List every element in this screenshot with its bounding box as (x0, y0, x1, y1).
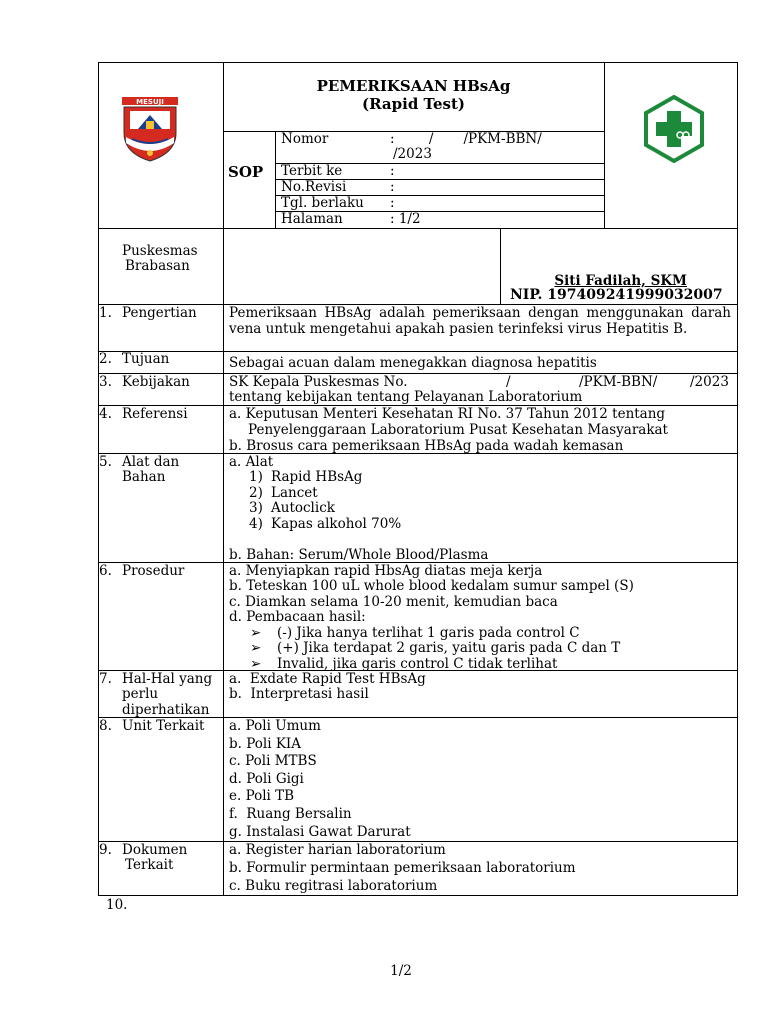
s6-title: Prosedur (122, 563, 185, 579)
list-item: Autoclick (271, 500, 335, 516)
s7-title-line2: perlu (122, 686, 159, 702)
list-item: e. Poli TB (229, 788, 295, 804)
list-item: (-) Jika hanya terlihat 1 garis pada control C (277, 625, 580, 641)
s8-title: Unit Terkait (122, 718, 205, 734)
s3-line1-d: /2023 (690, 374, 729, 390)
meta-value-halaman: : 1/2 (390, 211, 421, 227)
s9-num: 9. (99, 842, 112, 858)
meta-label-terbit: Terbit ke (281, 163, 343, 179)
s1-title: Pengertian (122, 305, 197, 321)
list-item: a. Exdate Rapid Test HBsAg (229, 671, 426, 687)
s2-title: Tujuan (122, 351, 170, 367)
s2-num: 2. (99, 351, 112, 367)
s3-line1-c: /PKM-BBN/ (579, 374, 658, 390)
s5-a: a. Alat (229, 454, 274, 470)
svg-text:MESUJI: MESUJI (136, 98, 164, 106)
s2-text: Sebagai acuan dalam menegakkan diagnosa hepatitis (229, 355, 597, 371)
list-item: a. Register harian laboratorium (229, 842, 446, 858)
list-item-num: 3) (249, 500, 263, 516)
doc-title-line2: (Rapid Test) (362, 95, 465, 113)
s3-line2: tentang kebijakan tentang Pelayanan Laboratorium (229, 389, 583, 405)
s10-num: 10. (106, 897, 128, 913)
doc-title-line1: PEMERIKSAAN HBsAg (316, 77, 511, 95)
s1-text: Pemeriksaan HBsAg adalah pemeriksaan dengan menggunakan darah vena untuk mengetahui apakah pasien terinfeksi virus Hepatitis B. (229, 305, 731, 337)
regency-emblem-logo (118, 95, 182, 165)
list-item: Invalid, jika garis control C tidak terlihat (277, 656, 558, 672)
s5-num: 5. (99, 454, 112, 470)
s6-num: 6. (99, 563, 112, 579)
s4-num: 4. (99, 406, 112, 422)
arrow-bullet-icon: ➢ (250, 656, 262, 672)
s4-b: b. Brosus cara pemeriksaan HBsAg pada wadah kemasan (229, 438, 624, 454)
s5-title-line2: Bahan (122, 469, 166, 485)
meta-value-nomor: : / /PKM-BBN/ (390, 131, 542, 147)
s7-title-line3: diperhatikan (122, 702, 210, 718)
list-item: b. Formulir permintaan pemeriksaan laboratorium (229, 860, 576, 876)
s7-num: 7. (99, 671, 112, 687)
arrow-bullet-icon: ➢ (250, 640, 262, 656)
s3-num: 3. (99, 374, 112, 390)
meta-value-nomor-year: /2023 (393, 146, 432, 162)
s4-a-line2: Penyelenggaraan Laboratorium Pusat Kesehatan Masyarakat (248, 422, 668, 438)
border-bottom (98, 895, 738, 896)
s9-title-line1: Dokumen (122, 842, 188, 858)
s1-num: 1. (99, 305, 112, 321)
meta-value-terbit: : (390, 163, 395, 179)
s3-line1-b: / (506, 374, 511, 390)
list-item: (+) Jika terdapat 2 garis, yaitu garis pada C dan T (277, 640, 621, 656)
arrow-bullet-icon: ➢ (250, 625, 262, 641)
list-item: Rapid HBsAg (271, 469, 363, 485)
border-right (737, 62, 738, 896)
s7-title-line1: Hal-Hal yang (122, 671, 213, 687)
list-item: c. Buku regitrasi laboratorium (229, 878, 438, 894)
signatory-nip: NIP. 197409241999032007 (510, 287, 723, 303)
meta-label-halaman: Halaman (281, 211, 343, 227)
list-item: b. Poli KIA (229, 736, 301, 752)
s4-a-line1: a. Keputusan Menteri Kesehatan RI No. 37 Tahun 2012 tentang (229, 406, 666, 422)
list-item: g. Instalasi Gawat Darurat (229, 824, 411, 840)
s5-title-line1: Alat dan (122, 454, 180, 470)
list-item: c. Diamkan selama 10-20 menit, kemudian baca (229, 594, 558, 610)
list-item: b. Teteskan 100 uL whole blood kedalam sumur sampel (S) (229, 578, 634, 594)
border-left (98, 62, 99, 896)
list-item: b. Interpretasi hasil (229, 686, 369, 702)
puskesmas-logo (640, 95, 708, 163)
org-line1: Puskesmas (122, 243, 198, 259)
s4-title: Referensi (122, 406, 188, 422)
sop-label: SOP (228, 163, 264, 181)
s9-title-line2: Terkait (125, 857, 174, 873)
list-item-num: 1) (249, 469, 263, 485)
list-item: a. Poli Umum (229, 718, 321, 734)
list-item: d. Pembacaan hasil: (229, 609, 366, 625)
list-item: Kapas alkohol 70% (271, 516, 402, 532)
meta-label-revisi: No.Revisi (281, 179, 347, 195)
border-top (98, 62, 738, 63)
list-item: d. Poli Gigi (229, 771, 304, 787)
list-item: Lancet (271, 485, 318, 501)
list-item: a. Menyiapkan rapid HbsAg diatas meja kerja (229, 563, 543, 579)
signatory-name: Siti Fadilah, SKM (554, 273, 687, 289)
org-line2: Brabasan (125, 258, 190, 274)
meta-value-revisi: : (390, 179, 395, 195)
s8-num: 8. (99, 718, 112, 734)
list-item: c. Poli MTBS (229, 753, 317, 769)
list-item-num: 4) (249, 516, 263, 532)
meta-label-nomor: Nomor (281, 131, 329, 147)
s3-line1-a: SK Kepala Puskesmas No. (229, 374, 408, 390)
list-item-num: 2) (249, 485, 263, 501)
meta-label-tgl: Tgl. berlaku (281, 195, 364, 211)
list-item: f. Ruang Bersalin (229, 806, 352, 822)
page-number: 1/2 (390, 963, 412, 979)
s5-b: b. Bahan: Serum/Whole Blood/Plasma (229, 547, 489, 563)
s3-title: Kebijakan (122, 374, 190, 390)
meta-value-tgl: : (390, 195, 395, 211)
